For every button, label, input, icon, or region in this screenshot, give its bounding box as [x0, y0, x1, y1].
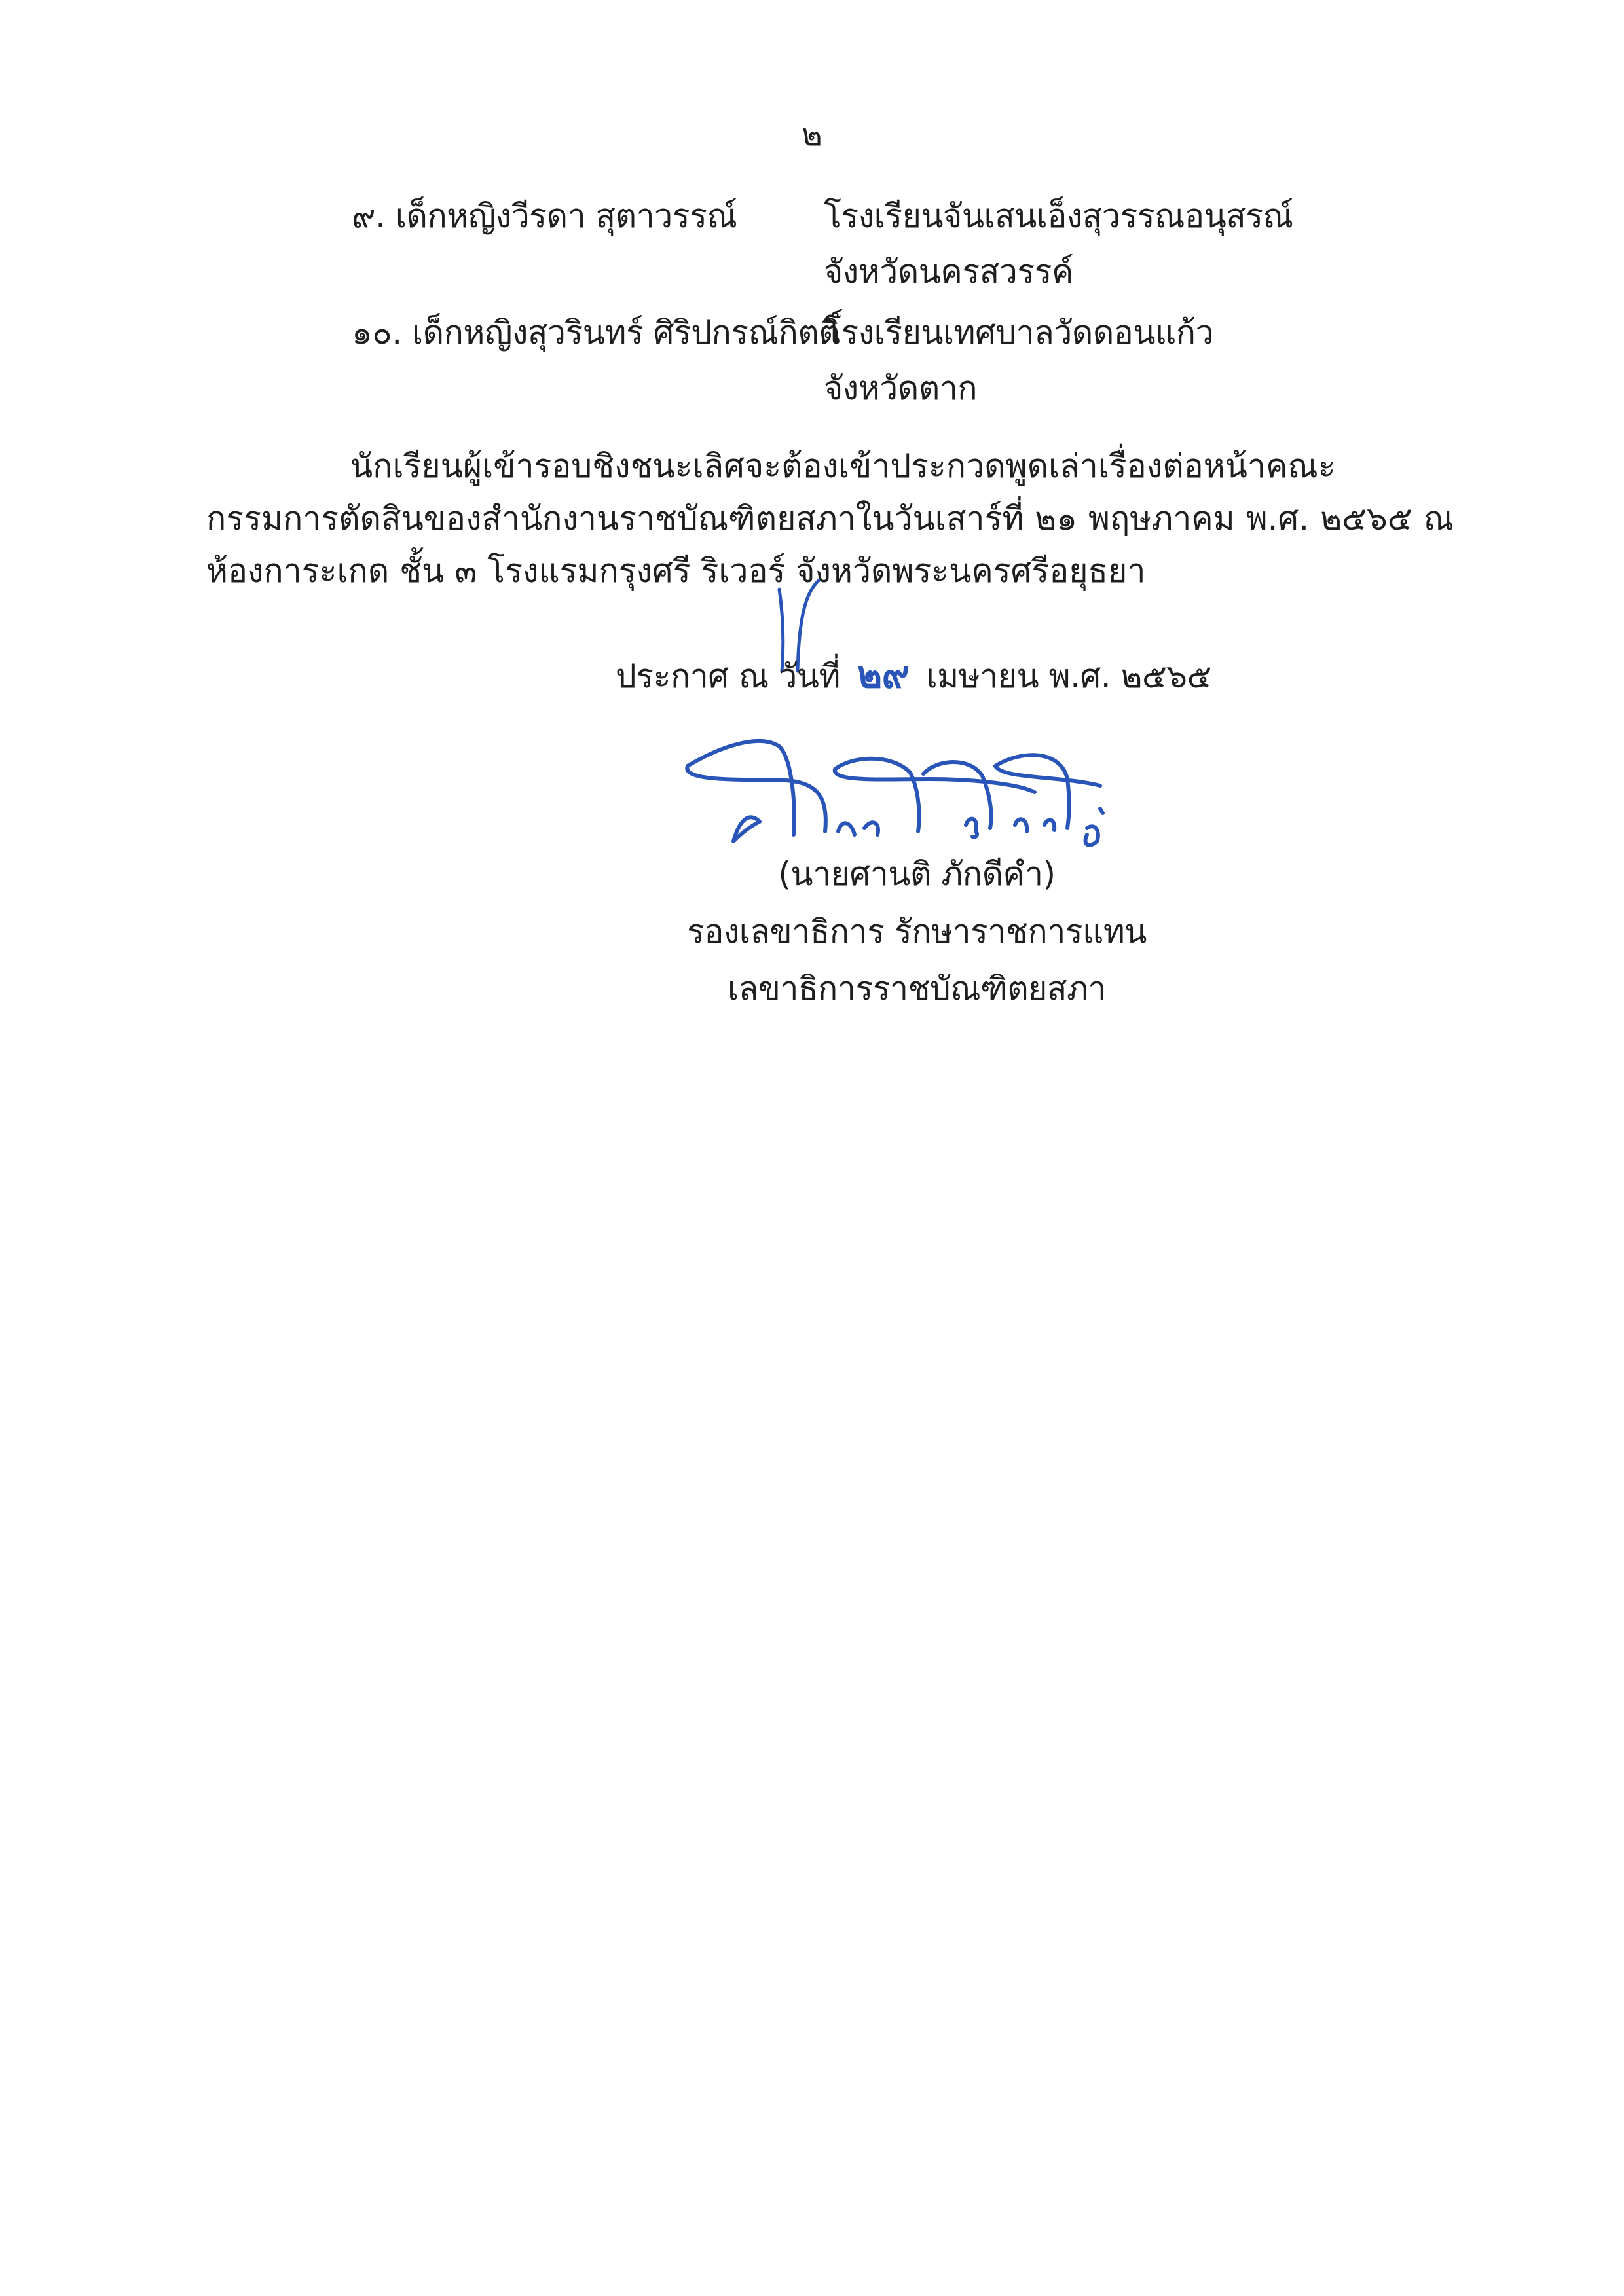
- paragraph-text: นักเรียนผู้เข้ารอบชิงชนะเลิศจะต้องเข้าประกวดพูดเล่าเรื่องต่อหน้าคณะกรรมการตัดสินของสำนักงานราชบัณฑิตยสภาในวันเสาร์ที่ ๒๑ พฤษภาคม พ.ศ. ๒๕๖๕ ณ ห้องการะเกด ชั้น ๓ โรงแรมกรุงศรี ริเวอร์ จังหวัดพระนครศรีอยุธยา: [206, 447, 1454, 590]
- signatory-position-2: เลขาธิการราชบัณฑิตยสภา: [727, 970, 1107, 1008]
- date-prefix: ประกาศ ณ วันที่: [616, 657, 840, 695]
- list-item-school: โรงเรียนเทศบาลวัดดอนแก้ว: [824, 314, 1214, 352]
- signatory-name: (นายศานติ ภักดีคำ): [778, 855, 1056, 893]
- date-month-year: เมษายน พ.ศ. ๒๕๖๕: [926, 657, 1211, 695]
- list-item-name: ๑๐. เด็กหญิงสุวรินทร์ ศิริปกรณ์กิตติ์: [352, 314, 840, 352]
- announcement-date: [616, 652, 1211, 697]
- date-day-handwritten: ๒๙: [857, 652, 910, 697]
- signatory-position: รองเลขาธิการ รักษาราชการแทน: [686, 913, 1147, 951]
- page-number: ๒: [802, 117, 822, 153]
- list-item-name: ๙. เด็กหญิงวีรดา สุตาวรรณ์: [352, 197, 737, 235]
- signature-icon: [668, 727, 1126, 851]
- list-item-province: จังหวัดนครสวรรค์: [824, 253, 1073, 291]
- list-item-school: โรงเรียนจันเสนเอ็งสุวรรณอนุสรณ์: [824, 197, 1293, 235]
- list-item-province: จังหวัดตาก: [824, 369, 978, 407]
- body-paragraph: [206, 440, 1454, 597]
